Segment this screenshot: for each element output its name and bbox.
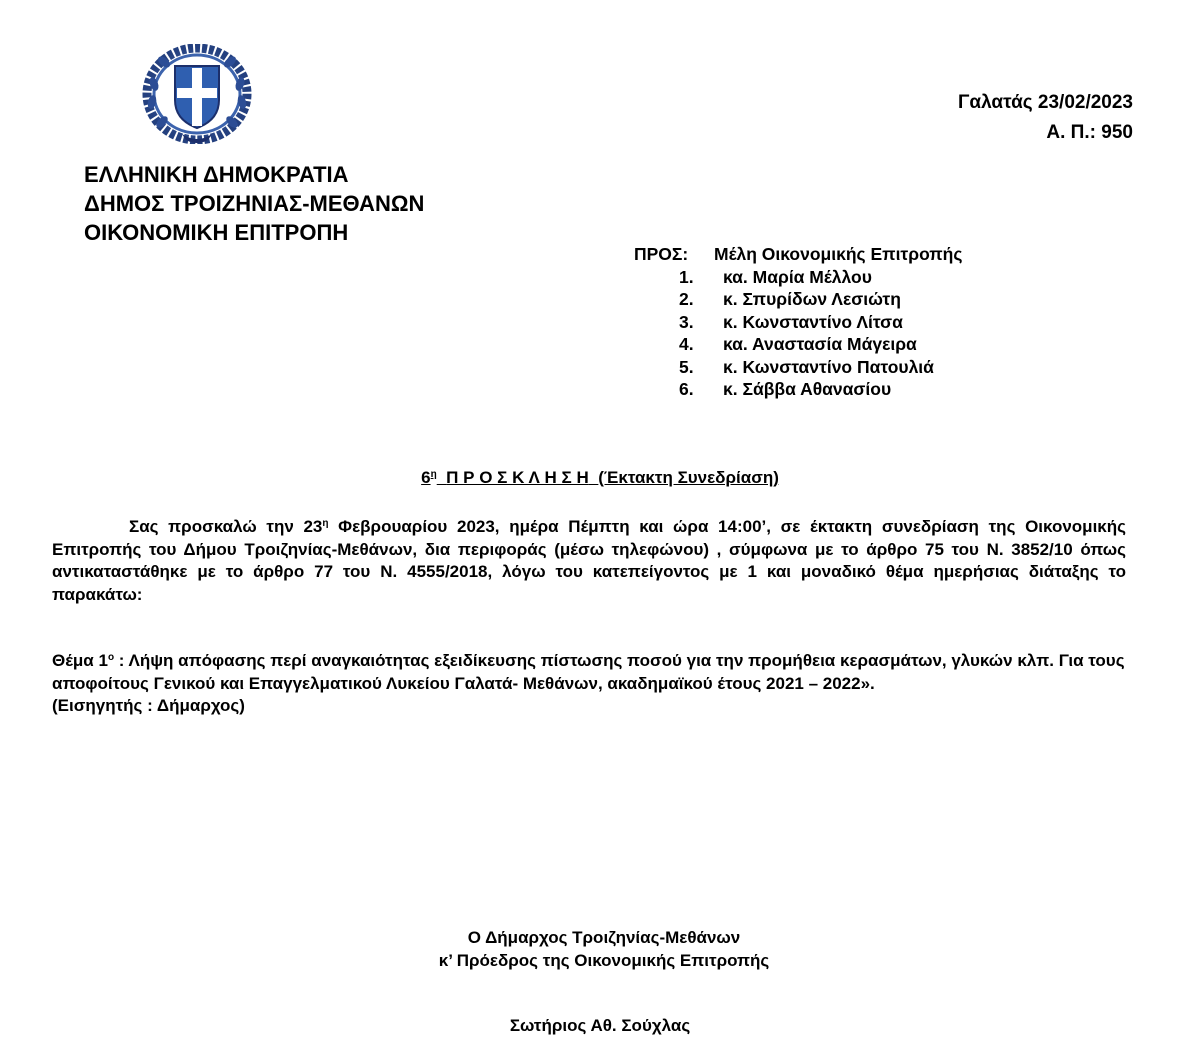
member-name: κ. Κωνσταντίνο Πατουλιά bbox=[723, 356, 934, 377]
member-item bbox=[634, 266, 962, 289]
document-date: Γαλατάς 23/02/2023 bbox=[958, 92, 1133, 113]
topic-label-suffix: ο bbox=[107, 652, 115, 663]
body-text-part1: Σας προσκαλώ την 23 bbox=[129, 517, 323, 536]
recipients-block bbox=[634, 243, 962, 401]
member-name: κ. Κωνσταντίνο Λίτσα bbox=[723, 311, 903, 332]
recipients-to-line bbox=[634, 243, 962, 266]
header-committee: ΟΙΚΟΝΟΜΙΚΗ ΕΠΙΤΡΟΠΗ bbox=[84, 220, 349, 245]
member-item bbox=[634, 378, 962, 401]
member-number: 6. bbox=[679, 379, 694, 399]
invitation-subtitle: (Έκτακτη Συνεδρίαση) bbox=[598, 468, 779, 487]
member-number: 3. bbox=[679, 311, 694, 332]
body-text-part2: Φεβρουαρίου 2023, ημέρα Πέμπτη και ώρα 14:00’, σε έκτακτη συνεδρίαση της Οικονομικής Επιτροπής του Δήμου Τροιζηνίας-Μεθάνων, δια περιφοράς (μέσω τηλεφώνου) , σύμφωνα με το άρθρο 75 του Ν. 3852/10 όπως αντικαταστάθηκε με το άρθρο 77 του Ν. 4555/2018, λόγω του κατεπείγοντος με 1 και μοναδικό θέμα ημερήσιας διάταξης το παρακάτω: bbox=[52, 517, 1126, 604]
date-block bbox=[958, 88, 1133, 148]
to-label: ΠΡΟΣ: bbox=[634, 244, 689, 264]
signature-role: κ’ Πρόεδρος της Οικονομικής Επιτροπής bbox=[438, 951, 770, 970]
invitation-heading: Π Ρ Ο Σ Κ Λ Η Σ Η bbox=[446, 468, 589, 487]
issuer-header bbox=[84, 160, 424, 247]
invitation-title bbox=[0, 468, 1200, 488]
invitation-number: 6 bbox=[421, 468, 431, 487]
signature-block bbox=[0, 926, 1200, 972]
member-name: κ. Σπυρίδων Λεσιώτη bbox=[723, 289, 901, 309]
body-date-suffix: η bbox=[322, 518, 329, 529]
signer-name: Σωτήριος Αθ. Σούχλας bbox=[509, 1016, 691, 1035]
greek-coat-of-arms-emblem bbox=[142, 44, 252, 144]
member-number: 5. bbox=[679, 356, 694, 377]
member-number: 4. bbox=[679, 334, 694, 354]
member-item bbox=[634, 311, 962, 334]
header-republic: ΕΛΛΗΝΙΚΗ ΔΗΜΟΚΡΑΤΙΑ bbox=[84, 162, 349, 187]
member-name: κα. Αναστασία Μάγειρα bbox=[723, 334, 917, 354]
topic-rapporteur: (Εισηγητής : Δήμαρχος) bbox=[52, 696, 245, 715]
header-municipality: ΔΗΜΟΣ ΤΡΟΙΖΗΝΙΑΣ-ΜΕΘΑΝΩΝ bbox=[84, 191, 425, 216]
member-item bbox=[634, 356, 962, 379]
topic-text bbox=[52, 647, 1156, 695]
to-value: Μέλη Οικονομικής Επιτροπής bbox=[714, 244, 963, 264]
topic-description: : Λήψη απόφασης περί αναγκαιότητας εξειδίκευσης πίστωσης ποσού για την προμήθεια κερασμάτων, γλυκών κλπ. Για τους αποφοίτους Γενικού και Επαγγελματικού Λυκείου Γαλατά- Μεθάνων, ακαδημαϊκού έτους 2021 – 2022». bbox=[52, 651, 1125, 693]
signature-title: Ο Δήμαρχος Τροιζηνίας-Μεθάνων bbox=[467, 928, 741, 947]
protocol-number: Α. Π.: 950 bbox=[1046, 122, 1133, 143]
member-number: 2. bbox=[679, 289, 694, 309]
member-list bbox=[634, 266, 962, 401]
member-item bbox=[634, 333, 962, 356]
member-item bbox=[634, 288, 962, 311]
member-name: κ. Σάββα Αθανασίου bbox=[723, 379, 892, 399]
member-number: 1. bbox=[679, 266, 694, 287]
invitation-number-suffix: η bbox=[430, 469, 437, 480]
agenda-topic bbox=[52, 647, 1156, 718]
topic-label: Θέμα 1 bbox=[52, 651, 108, 670]
invitation-body bbox=[52, 513, 1126, 606]
member-name: κα. Μαρία Μέλλου bbox=[723, 266, 872, 287]
